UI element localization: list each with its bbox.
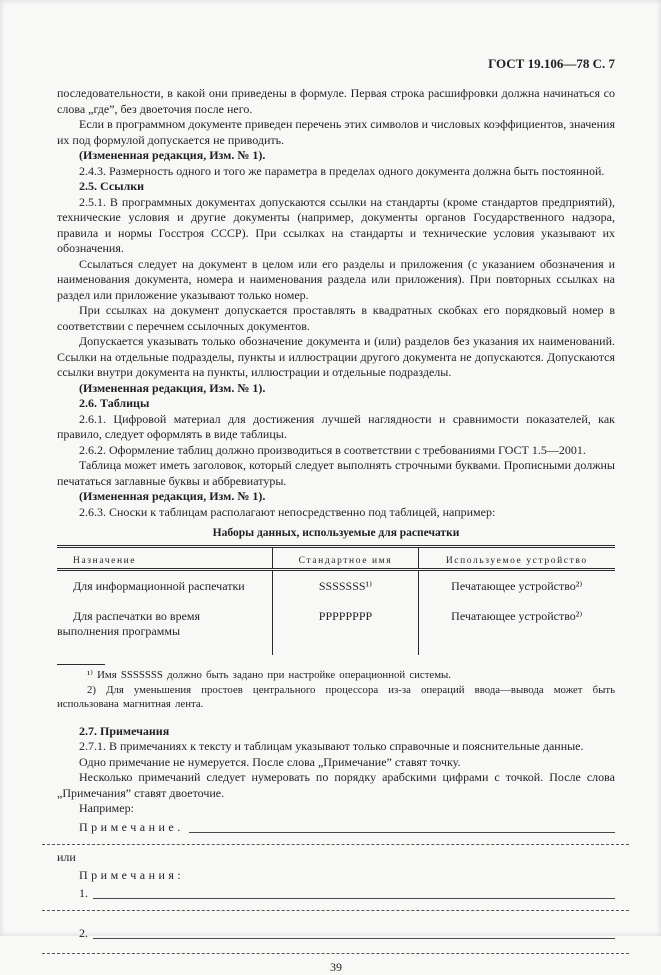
paragraph: 2.6.1. Цифровой материал для достижения лучшей наглядности и сравнимости показателей, как правило, следует оформлять в виде таблицы.: [57, 411, 615, 441]
paragraph: 2.7.1. В примечаниях к тексту и таблицам указывают только справочные и пояснительные данные.: [79, 739, 584, 753]
single-note-example: [79, 819, 615, 835]
notes-plural-label: Примечания:: [79, 867, 185, 882]
section-heading-2-6: 2.6. Таблицы: [79, 396, 150, 410]
paragraph: Если в программном документе приведен перечень этих символов и числовых коэффициентов, значения их под формулой допускается не приводить.: [57, 117, 615, 147]
note-item-number: 2.: [79, 925, 88, 940]
table-row: [57, 596, 615, 655]
document-header: ГОСТ 19.106—78 С. 7: [488, 56, 615, 71]
paragraph: 2.4.3. Размерность одного и того же параметра в пределах одного документа должна быть постоянной.: [79, 163, 605, 178]
table-cell-purpose: Для информационной распечатки: [73, 579, 245, 593]
column-header-device: Используемое устройство: [418, 547, 615, 570]
table-cell-device: Печатающее устройство²⁾: [418, 570, 615, 597]
footnote-separator-rule: [57, 664, 105, 665]
column-header-standard-name: Стандартное имя: [273, 547, 418, 570]
footnote: ¹⁾ Имя SSSSSSS должно быть задано при настройке операционной системы.: [87, 669, 452, 681]
blank-fill-line: [189, 832, 615, 833]
footnote: 2) Для уменьшения простоев центрального процессора из-за операций ввода—вывода может быть использована магнитная лента.: [57, 683, 615, 710]
amendment-note: (Измененная редакция, Изм. № 1).: [79, 148, 266, 162]
table-cell-purpose: Для распечатки во время выполнения программы: [57, 609, 201, 638]
table-header-row: [57, 547, 615, 570]
numbered-note-example-1: [79, 885, 615, 901]
table-cell-name: SSSSSSS¹⁾: [273, 570, 418, 597]
paragraph: 2.5.1. В программных документах допускаются ссылки на стандарты (кроме стандартов предприятий), технические условия и другие документы (например, документы органов Государственного надзора, правила и нормы Госстроя СССР). При ссылках на стандарты и технические условия указывают их обозначения.: [57, 194, 615, 255]
paragraph: При ссылках на документ допускается проставлять в квадратных скобках его порядковый номер в соответствии с перечнем ссылочных документов.: [57, 303, 615, 333]
section-heading-2-7: 2.7. Примечания: [79, 723, 170, 738]
paragraph: Ссылаться следует на документ в целом или его разделы и приложения (с указанием обозначения и наименования документа, номера и наименования раздела или приложения). При повторных ссылках на раздел или приложение указывают только номер.: [57, 256, 615, 302]
table-row: [57, 570, 615, 597]
blank-rule-line: [42, 910, 629, 911]
paragraph: Допускается указывать только обозначение документа и (или) разделов без указания их наименований. Ссылки на отдельные подразделы, пункты и иллюстрации другого документа не допускаются. Допускаются ссылки внутри документа на пункты, иллюстрации и отдельные подразделы.: [57, 334, 615, 379]
page-number: 39: [330, 959, 342, 974]
blank-rule-line: [42, 953, 629, 954]
column-header-purpose: Назначение: [57, 547, 273, 570]
table-cell-name: PPPPPPPP: [273, 596, 418, 655]
table-cell-device: Печатающее устройство²⁾: [418, 596, 615, 655]
or-label: или: [57, 849, 76, 864]
paragraph: последовательности, в какой они приведены в формуле. Первая строка расшифровки должна начинаться со слова „где”, без двоеточия после него.: [57, 86, 615, 116]
paragraph: 2.6.2. Оформление таблиц должно производиться в соответствии с требованиями ГОСТ 1.5—2001.: [79, 442, 586, 457]
data-table: [57, 545, 615, 655]
paragraph: Таблица может иметь заголовок, который следует выполнять строчными буквами. Прописными должны печататься заглавные буквы и аббревиатуры.: [57, 458, 615, 488]
blank-fill-line: [93, 898, 615, 899]
table-title: Наборы данных, используемые для распечатки: [212, 527, 460, 539]
amendment-note: (Измененная редакция, Изм. № 1).: [79, 380, 266, 395]
blank-rule-line: [42, 844, 629, 845]
amendment-note: (Измененная редакция, Изм. № 1).: [79, 489, 266, 503]
blank-fill-line: [93, 938, 615, 939]
numbered-note-example-2: [79, 925, 615, 941]
note-label: Примечание.: [79, 819, 184, 834]
example-label: Например:: [79, 801, 134, 815]
note-item-number: 1.: [79, 885, 88, 900]
section-heading-2-5: 2.5. Ссылки: [79, 179, 145, 193]
paragraph: Одно примечание не нумеруется. После слова „Примечание” ставят точку.: [79, 754, 461, 769]
paragraph: Несколько примечаний следует нумеровать по порядку арабскими цифрами с точкой. После слова „Примечания” ставят двоеточие.: [57, 770, 615, 800]
paragraph: 2.6.3. Сноски к таблицам располагают непосредственно под таблицей, например:: [79, 504, 496, 519]
